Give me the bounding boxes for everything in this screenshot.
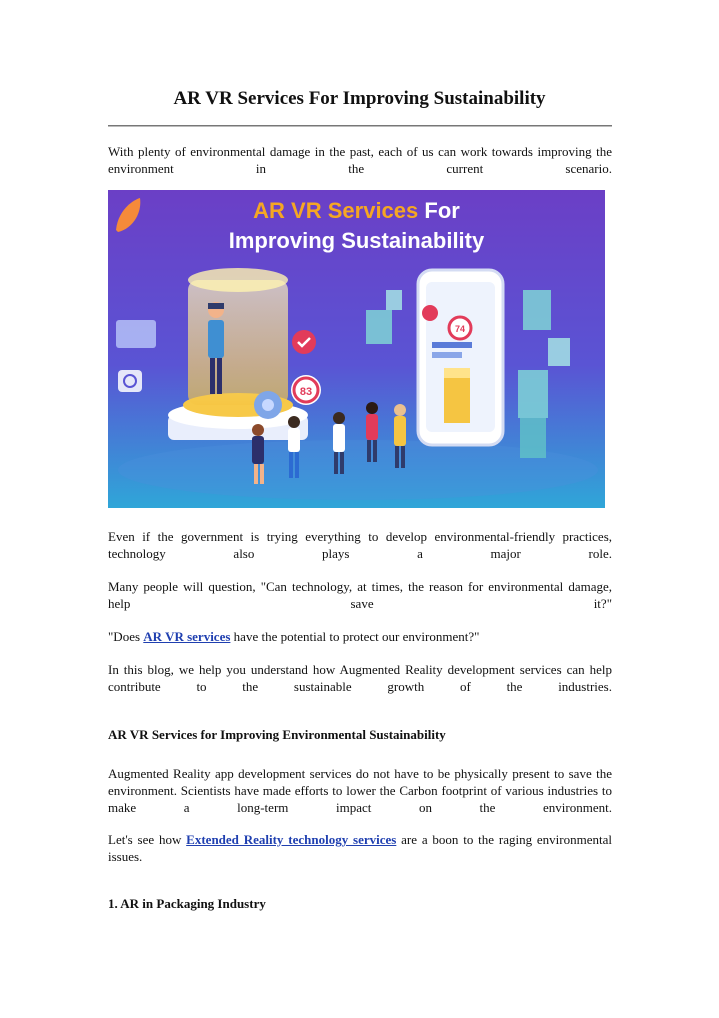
paragraph-6: Let's see how Extended Reality technology services are a boon to the raging environmental issues. (108, 832, 612, 864)
svg-text:74: 74 (454, 324, 466, 334)
subsection-heading: 1. AR in Packaging Industry (108, 896, 266, 911)
ar-vr-services-link[interactable]: AR VR services (143, 629, 231, 644)
paragraph-1: Even if the government is trying everything to develop environmental-friendly practices, technology also plays a major role. (108, 529, 612, 561)
intro-paragraph: With plenty of environmental damage in the past, each of us can work towards improving the environment in the current scenario. (108, 144, 612, 176)
title-divider (108, 125, 612, 127)
svg-text:83: 83 (299, 386, 313, 398)
section-heading: AR VR Services for Improving Environmental Sustainability (108, 727, 446, 742)
banner-title-line-1: AR VR Services For (253, 198, 460, 223)
banner-title-line-2: Improving Sustainability (228, 228, 485, 253)
paragraph-2: Many people will question, "Can technology, at times, the reason for environmental damage, help save it?" (108, 579, 612, 611)
paragraph-5: Augmented Reality app development services do not have to be physically present to save the environment. Scientists have made efforts to lower the Carbon footprint of various industries to make a long-term impact on the environment. (108, 766, 612, 815)
paragraph-4: In this blog, we help you understand how Augmented Reality development services can help contribute to the sustainable growth of the industries. (108, 662, 612, 694)
banner-image (108, 190, 605, 508)
page-title: AR VR Services For Improving Sustainability (173, 88, 546, 109)
extended-reality-services-link[interactable]: Extended Reality technology services (186, 832, 397, 847)
paragraph-3: "Does AR VR services have the potential to protect our environment?" (108, 629, 480, 644)
